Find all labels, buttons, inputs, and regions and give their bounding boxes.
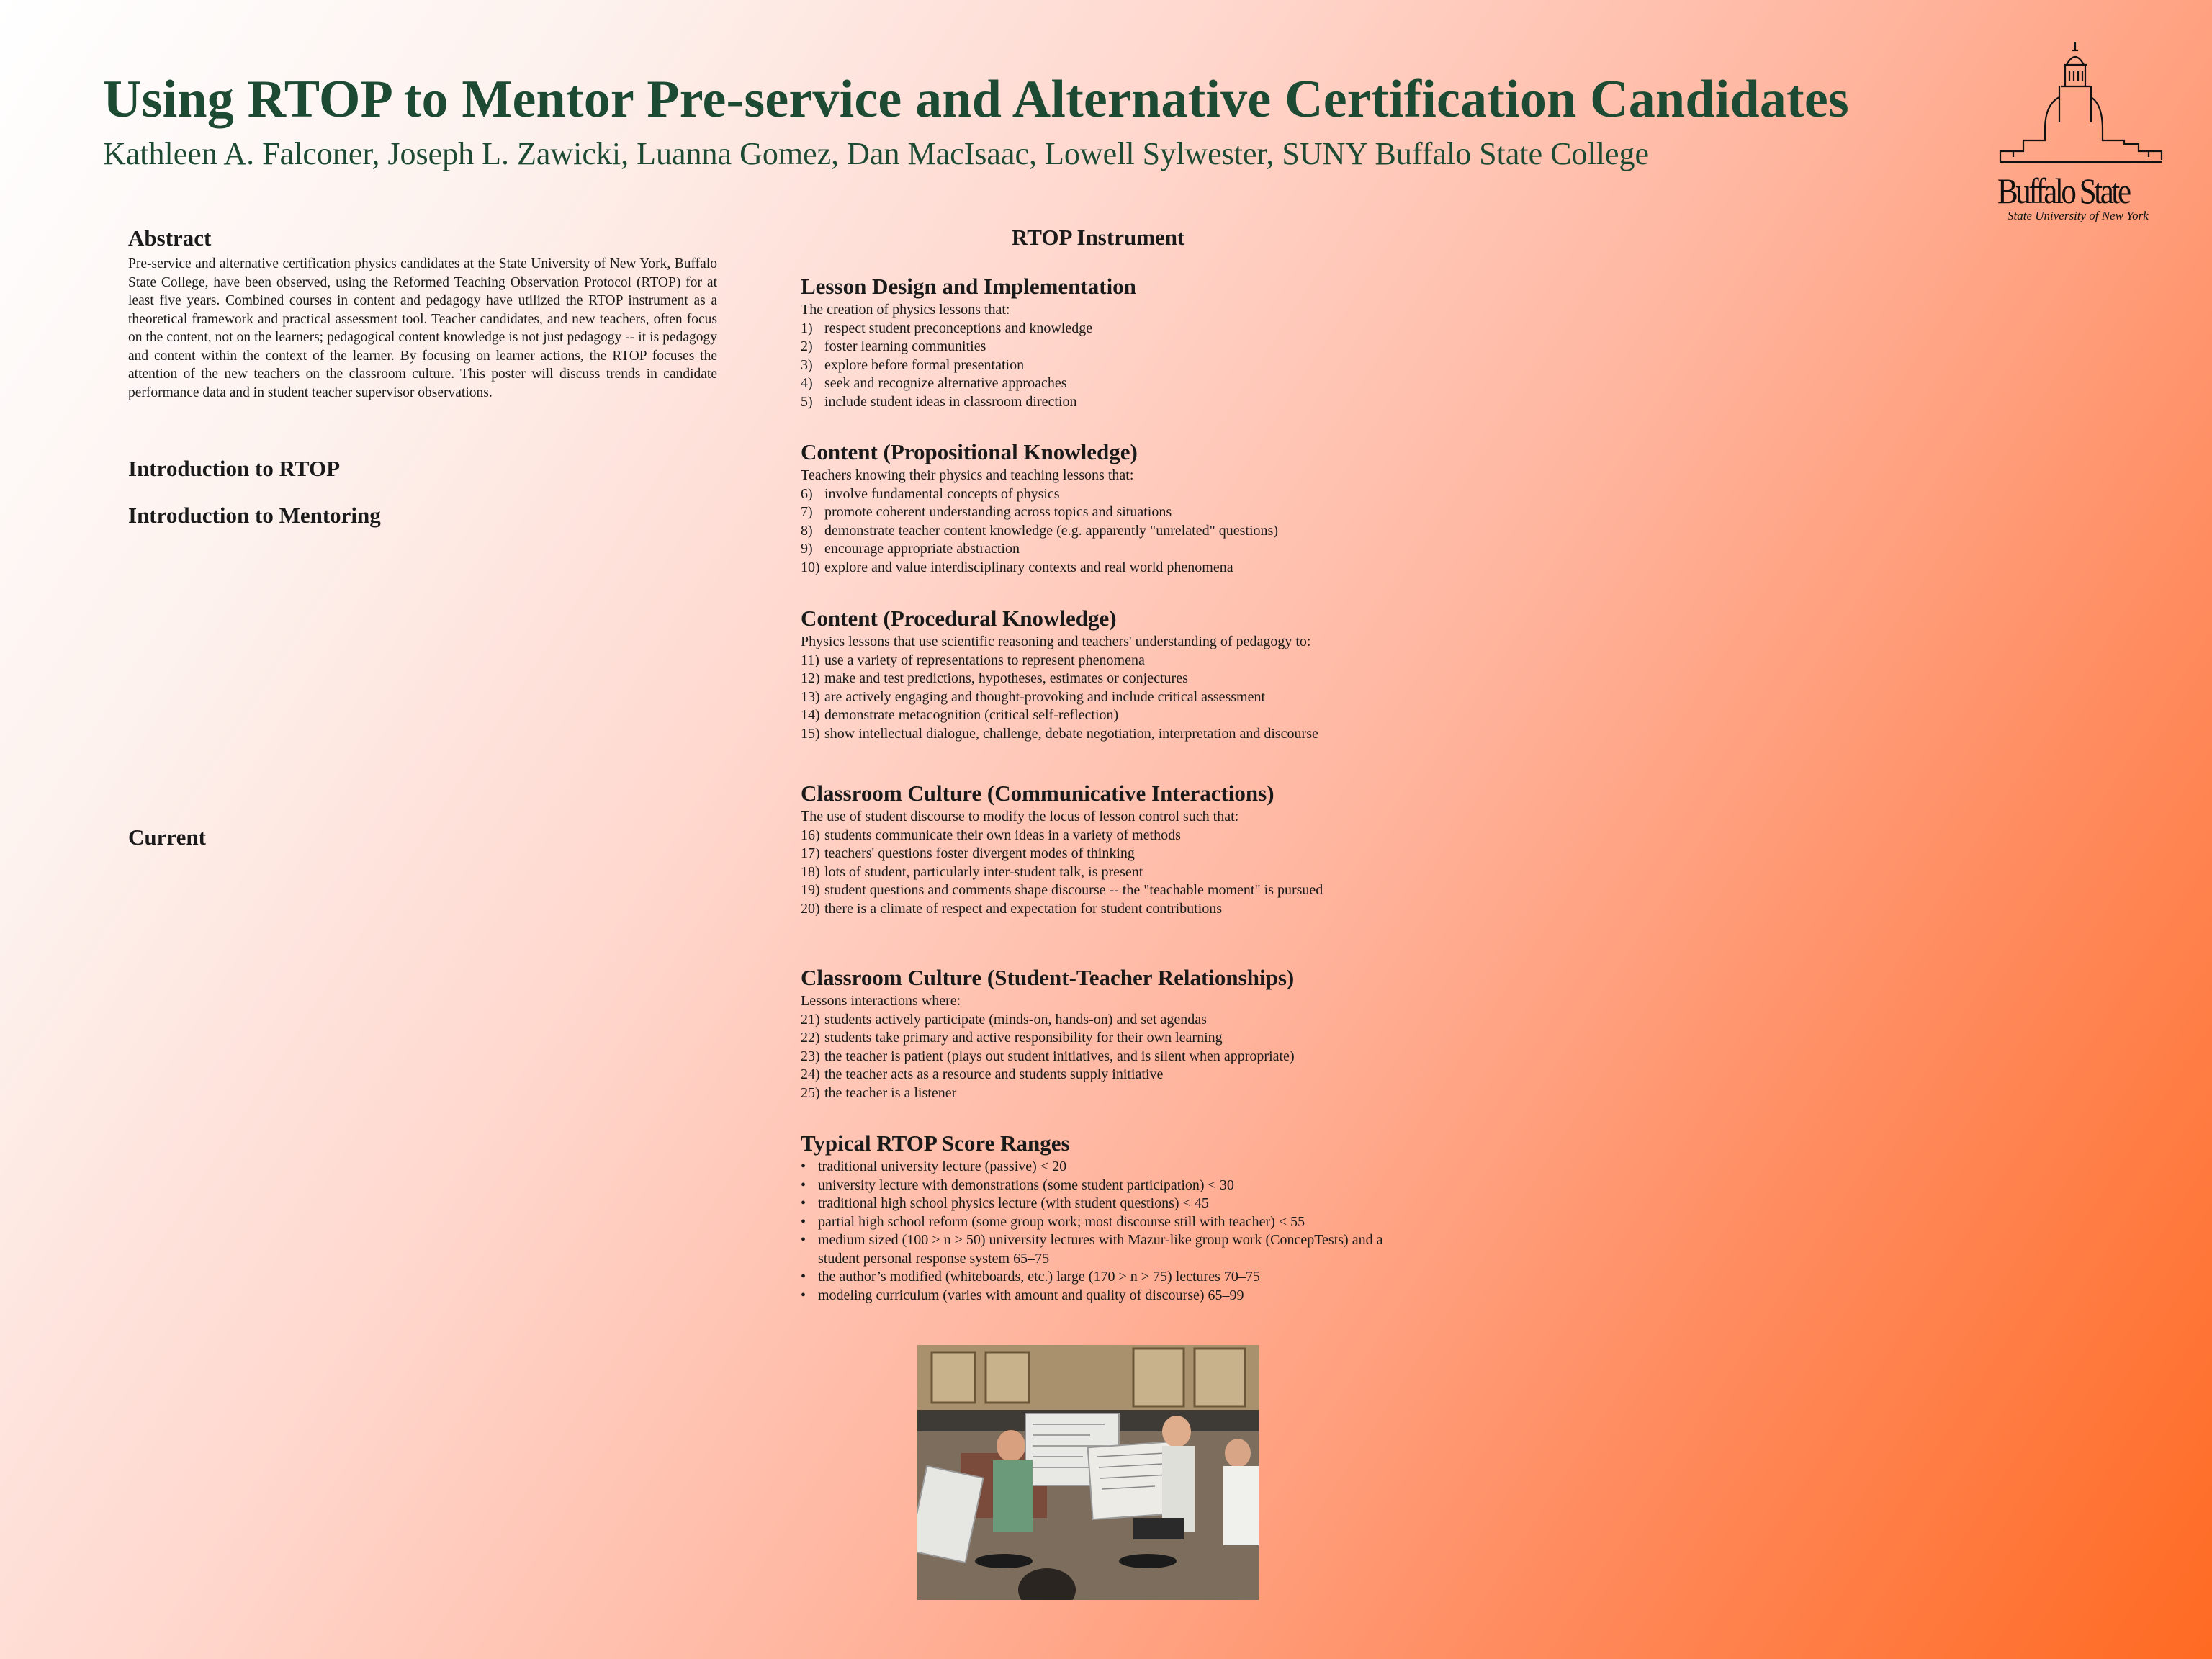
current-heading: Current bbox=[128, 824, 206, 850]
rtop-instrument-title: RTOP Instrument bbox=[1012, 225, 1185, 250]
item-list bbox=[801, 1158, 1449, 1305]
section-score-ranges bbox=[801, 1129, 1449, 1305]
list-item: 19) student questions and comments shape discourse -- the "teachable moment" is pursued bbox=[801, 882, 1323, 898]
poster-authors: Kathleen A. Falconer, Joseph L. Zawicki, Luanna Gomez, Dan MacIsaac, Lowell Sylwester, SUNY Buffalo State College bbox=[103, 136, 1649, 171]
section-intro: Lessons interactions where: bbox=[801, 993, 961, 1009]
abstract-text: Pre-service and alternative certification physics candidates at the State University of New York, Buffalo State College, have been observed, using the Reformed Teaching Observation Protocol (RTOP) for at least five years. Combined courses in content and pedagogy have utilized the RTOP instrument as a theoretical framework and practical assessment tool. Teacher candidates, and new teachers, often focus on the content, not on the learners; pedagogical content knowledge is not just pedagogy -- it is pedagogy and content within the context of the learner. By focusing on learner actions, the RTOP focuses the attention of the new teachers on the classroom culture. This poster will discuss trends in candidate performance data and in student teacher supervisor observations. bbox=[128, 256, 717, 400]
list-item: • university lecture with demonstrations (some student participation) < 30 bbox=[801, 1177, 1234, 1193]
list-item: 14) demonstrate metacognition (critical self-reflection) bbox=[801, 707, 1119, 723]
logo-wordmark: Buffalo State bbox=[1997, 171, 2129, 211]
list-item: 1) respect student preconceptions and knowledge bbox=[801, 320, 1093, 336]
list-item: 21) students actively participate (minds-on, hands-on) and set agendas bbox=[801, 1011, 1207, 1028]
list-item: • traditional high school physics lecture (with student questions) < 45 bbox=[801, 1195, 1209, 1211]
list-item: 12) make and test predictions, hypotheses, estimates or conjectures bbox=[801, 670, 1188, 686]
section-heading: Typical RTOP Score Ranges bbox=[801, 1130, 1070, 1156]
list-item: 22) students take primary and active responsibility for their own learning bbox=[801, 1030, 1223, 1046]
item-list bbox=[801, 652, 1449, 744]
list-item: 4) seek and recognize alternative approaches bbox=[801, 375, 1067, 391]
section-student-teacher-relationships bbox=[801, 963, 1449, 1102]
poster-title: Using RTOP to Mentor Pre-service and Alternative Certification Candidates bbox=[103, 70, 1849, 129]
section-heading: Classroom Culture (Student-Teacher Relationships) bbox=[801, 965, 1295, 990]
section-heading: Lesson Design and Implementation bbox=[801, 274, 1136, 299]
section-intro: Physics lessons that use scientific reasoning and teachers' understanding of pedagogy to: bbox=[801, 634, 1311, 649]
logo-subtitle: State University of New York bbox=[2008, 209, 2149, 222]
item-list bbox=[801, 485, 1449, 577]
list-item: 11) use a variety of representations to represent phenomena bbox=[801, 652, 1145, 668]
list-item: 17) teachers' questions foster divergent modes of thinking bbox=[801, 845, 1135, 861]
list-item: 18) lots of student, particularly inter-student talk, is present bbox=[801, 863, 1143, 880]
list-item: 13) are actively engaging and thought-provoking and include critical assessment bbox=[801, 688, 1266, 705]
list-item: 6) involve fundamental concepts of physics bbox=[801, 485, 1060, 502]
classroom-photo bbox=[917, 1345, 1259, 1600]
list-item: 9) encourage appropriate abstraction bbox=[801, 541, 1020, 557]
list-item: 23) the teacher is patient (plays out student initiatives, and is silent when appropriate) bbox=[801, 1048, 1295, 1064]
section-communicative-interactions bbox=[801, 779, 1449, 918]
classroom-photo-image bbox=[917, 1345, 1259, 1600]
section-propositional-knowledge bbox=[801, 438, 1449, 577]
section-intro: Teachers knowing their physics and teaching lessons that: bbox=[801, 467, 1134, 483]
intro-mentoring-heading: Introduction to Mentoring bbox=[128, 503, 381, 528]
abstract-heading: Abstract bbox=[128, 225, 212, 251]
list-item: 2) foster learning communities bbox=[801, 338, 986, 354]
section-heading: Content (Procedural Knowledge) bbox=[801, 606, 1117, 631]
section-procedural-knowledge bbox=[801, 604, 1449, 743]
section-heading: Classroom Culture (Communicative Interactions) bbox=[801, 781, 1274, 806]
item-list bbox=[801, 1011, 1449, 1103]
section-heading: Content (Propositional Knowledge) bbox=[801, 439, 1138, 464]
list-item: 25) the teacher is a listener bbox=[801, 1084, 957, 1101]
list-item: 20) there is a climate of respect and expectation for student contributions bbox=[801, 900, 1223, 917]
list-item: 24) the teacher acts as a resource and students supply initiative bbox=[801, 1066, 1164, 1082]
list-item: 7) promote coherent understanding across topics and situations bbox=[801, 504, 1172, 520]
list-item: 5) include student ideas in classroom direction bbox=[801, 393, 1077, 410]
item-list bbox=[801, 320, 1449, 412]
building-dome-icon bbox=[1995, 36, 2167, 173]
section-intro: The use of student discourse to modify the locus of lesson control such that: bbox=[801, 809, 1239, 824]
list-item: 15) show intellectual dialogue, challenge, debate negotiation, interpretation and discourse bbox=[801, 725, 1318, 742]
list-item: 16) students communicate their own ideas in a variety of methods bbox=[801, 827, 1181, 843]
list-item: • partial high school reform (some group work; most discourse still with teacher) < 55 bbox=[801, 1213, 1305, 1230]
list-item: 8) demonstrate teacher content knowledge (e.g. apparently "unrelated" questions) bbox=[801, 522, 1278, 539]
item-list bbox=[801, 827, 1449, 919]
list-item: 3) explore before formal presentation bbox=[801, 356, 1025, 373]
list-item: • the author’s modified (whiteboards, etc.) large (170 > n > 75) lectures 70–75 bbox=[801, 1269, 1260, 1285]
intro-rtop-heading: Introduction to RTOP bbox=[128, 456, 341, 481]
section-intro: The creation of physics lessons that: bbox=[801, 302, 1010, 318]
buffalo-state-logo bbox=[1995, 36, 2167, 230]
list-item: • medium sized (100 > n > 50) university lectures with Mazur-like group work (ConcepTests) and a student personal response system 65–75 bbox=[801, 1232, 1383, 1267]
list-item: • modeling curriculum (varies with amount and quality of discourse) 65–99 bbox=[801, 1287, 1244, 1303]
list-item: • traditional university lecture (passive) < 20 bbox=[801, 1159, 1067, 1174]
list-item: 10) explore and value interdisciplinary contexts and real world phenomena bbox=[801, 559, 1233, 575]
section-lesson-design bbox=[801, 272, 1449, 411]
